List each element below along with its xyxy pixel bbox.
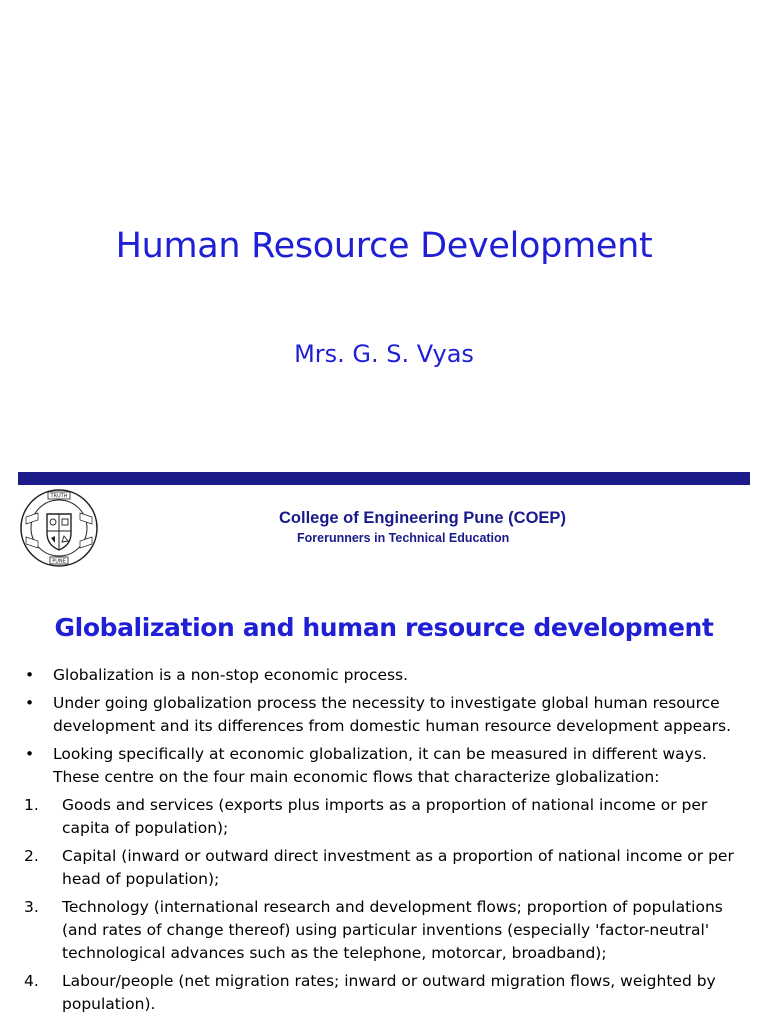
college-tagline: Forerunners in Technical Education xyxy=(297,531,510,545)
bullet-text: Globalization is a non-stop economic process. xyxy=(53,666,409,684)
college-logo-icon xyxy=(18,487,100,569)
slide-title: Human Resource Development xyxy=(115,226,653,266)
numbered-item xyxy=(22,970,750,1016)
logo-text-top: TRUTH xyxy=(50,493,68,500)
item-number: 4. xyxy=(24,972,39,990)
item-number: 2. xyxy=(24,847,39,865)
header-bar xyxy=(18,472,750,485)
numbered-item xyxy=(22,896,750,965)
bullet-marker: • xyxy=(25,694,35,712)
bullet-marker: • xyxy=(25,666,35,684)
item-text: Technology (international research and development flows; proportion of populations (and rates of change thereof) using particular inventions (especially 'factor-neutral' technological advances such as the telephone, motorcar, broadband); xyxy=(62,898,723,962)
bullet-text: Looking specifically at economic globalization, it can be measured in different ways. These centre on the four main economic flows that characterize globalization: xyxy=(53,745,707,786)
numbered-item xyxy=(22,845,750,891)
item-text: Capital (inward or outward direct investment as a proportion of national income or per head of population); xyxy=(62,847,734,888)
title-slide xyxy=(0,0,768,470)
presenter-name: Mrs. G. S. Vyas xyxy=(294,340,474,368)
item-number: 3. xyxy=(24,898,39,916)
item-text: Goods and services (exports plus imports as a proportion of national income or per capita of population); xyxy=(62,796,708,837)
slide-content xyxy=(22,664,750,1021)
bullet-item xyxy=(22,743,750,789)
logo-text-bottom: PUNE xyxy=(52,558,66,565)
college-name: College of Engineering Pune (COEP) xyxy=(279,509,566,527)
numbered-item xyxy=(22,794,750,840)
bullet-item xyxy=(22,664,750,687)
bullet-text: Under going globalization process the necessity to investigate global human resource development and its differences from domestic human resource development appears. xyxy=(53,694,732,735)
bullet-marker: • xyxy=(25,745,35,763)
section-title: Globalization and human resource development xyxy=(54,613,714,642)
bullet-item xyxy=(22,692,750,738)
item-text: Labour/people (net migration rates; inward or outward migration flows, weighted by population). xyxy=(62,972,716,1013)
item-number: 1. xyxy=(24,796,39,814)
